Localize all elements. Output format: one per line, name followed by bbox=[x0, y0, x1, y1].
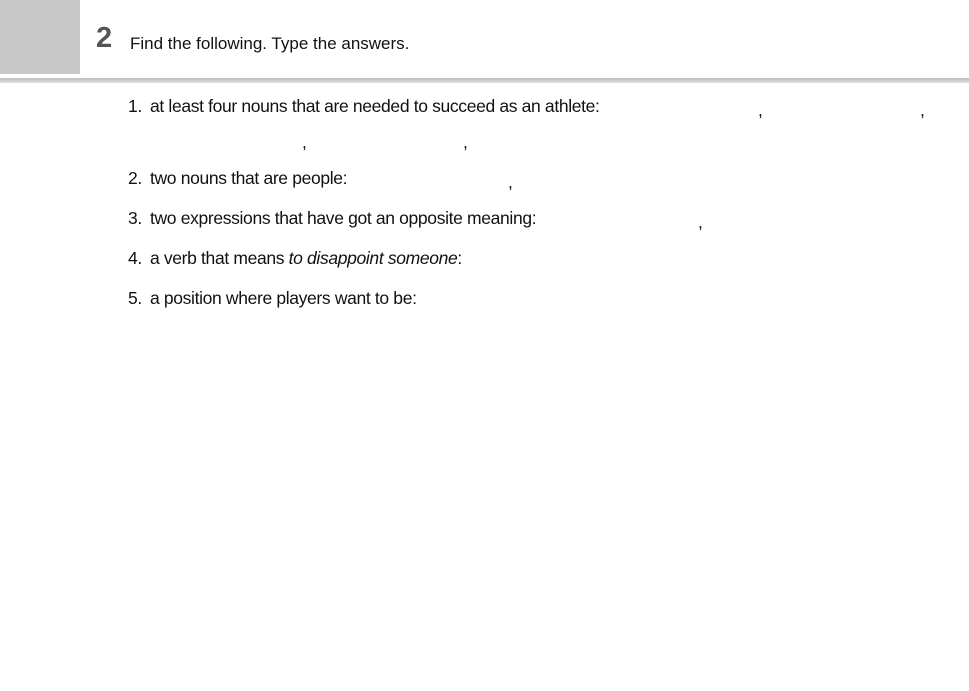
question-text-suffix: : bbox=[457, 248, 462, 268]
question-text: a verb that means bbox=[150, 248, 289, 268]
exercise-number: 2 bbox=[96, 22, 113, 54]
question-text-italic: to disappoint someone bbox=[288, 248, 458, 268]
question-item-3 bbox=[128, 210, 536, 228]
answer-separator: , bbox=[302, 132, 307, 152]
exercise-header bbox=[0, 0, 969, 78]
question-text: a position where players want to be: bbox=[150, 288, 417, 308]
question-item-1 bbox=[128, 98, 600, 116]
question-number: 1. bbox=[128, 96, 142, 116]
answer-separator: , bbox=[508, 172, 513, 192]
exercise-tab bbox=[0, 0, 80, 74]
exercise-instruction: Find the following. Type the answers. bbox=[130, 34, 410, 53]
question-number: 5. bbox=[128, 288, 142, 308]
question-text: two expressions that have got an opposite meaning: bbox=[150, 208, 537, 228]
question-item-2 bbox=[128, 170, 347, 188]
question-number: 2. bbox=[128, 168, 142, 188]
answer-separator: , bbox=[463, 132, 468, 152]
answer-separator: , bbox=[698, 212, 703, 232]
answer-separator: , bbox=[758, 100, 763, 120]
question-item-4 bbox=[128, 250, 462, 268]
question-number: 3. bbox=[128, 208, 142, 228]
question-text: at least four nouns that are needed to succeed as an athlete: bbox=[150, 96, 600, 116]
question-text: two nouns that are people: bbox=[150, 168, 348, 188]
question-item-5 bbox=[128, 290, 417, 308]
answer-separator: , bbox=[920, 100, 925, 120]
header-divider bbox=[0, 78, 969, 83]
question-number: 4. bbox=[128, 248, 142, 268]
